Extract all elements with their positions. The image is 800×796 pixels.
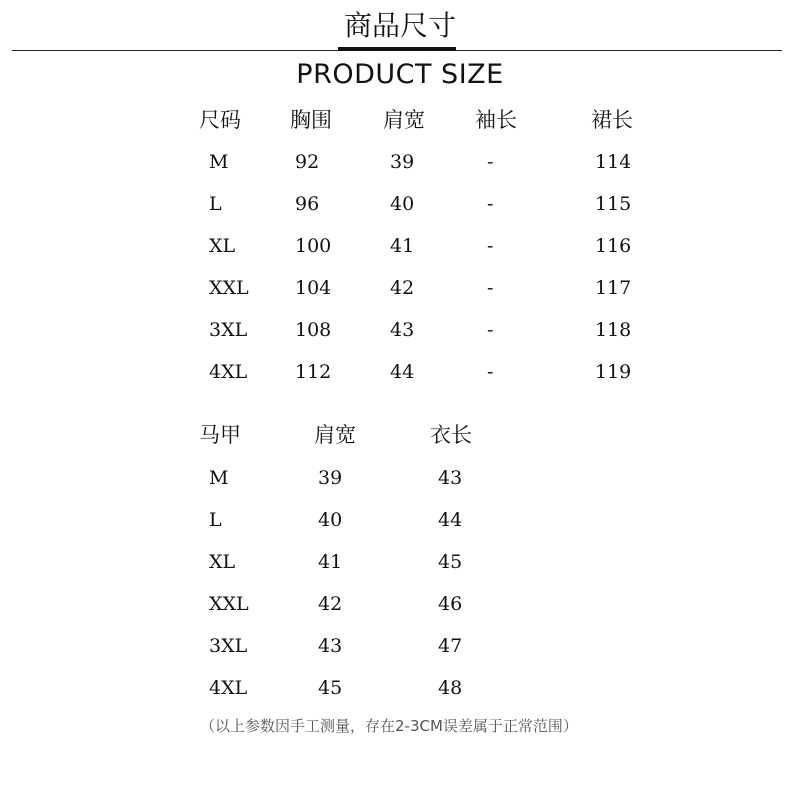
table-cell: 42	[318, 593, 343, 615]
table-cell: L	[209, 193, 222, 215]
table-cell: 41	[318, 551, 343, 573]
table-cell: 47	[438, 635, 463, 657]
table-cell: 115	[595, 193, 632, 215]
table-cell: -	[487, 361, 494, 383]
table-cell: 39	[390, 151, 415, 173]
table-cell: 44	[390, 361, 415, 383]
table-cell: 119	[595, 361, 632, 383]
table-cell: 46	[438, 593, 463, 615]
table-cell: 45	[318, 677, 343, 699]
table-cell: -	[487, 277, 494, 299]
table-cell: 92	[295, 151, 320, 173]
table-cell: 41	[390, 235, 415, 257]
table-cell: 4XL	[209, 361, 248, 383]
table-cell: 104	[295, 277, 332, 299]
table-cell: 43	[318, 635, 343, 657]
column-header: 胸围	[290, 108, 332, 132]
column-header: 尺码	[199, 108, 241, 132]
table-cell: 96	[295, 193, 320, 215]
table-cell: 3XL	[209, 319, 248, 341]
column-header: 马甲	[199, 423, 241, 447]
table-cell: 108	[295, 319, 332, 341]
table-cell: -	[487, 235, 494, 257]
table-cell: 39	[318, 467, 343, 489]
table-cell: 40	[318, 509, 343, 531]
page-title-en: PRODUCT SIZE	[296, 59, 504, 90]
table-cell: 117	[595, 277, 632, 299]
column-header: 肩宽	[314, 423, 356, 447]
column-header: 肩宽	[383, 108, 425, 132]
title-underline-accent	[338, 47, 456, 51]
table-cell: 118	[595, 319, 632, 341]
table-cell: -	[487, 319, 494, 341]
table-cell: 44	[438, 509, 463, 531]
table-cell: 112	[295, 361, 332, 383]
table-cell: XL	[209, 235, 236, 257]
table-cell: M	[209, 467, 229, 489]
column-header: 袖长	[475, 108, 517, 132]
table-cell: 3XL	[209, 635, 248, 657]
table-cell: 48	[438, 677, 463, 699]
table-cell: 43	[390, 319, 415, 341]
table-cell: 114	[595, 151, 632, 173]
table-cell: 45	[438, 551, 463, 573]
table-cell: -	[487, 151, 494, 173]
page-title-cn: 商品尺寸	[343, 9, 456, 42]
table-cell: XXL	[209, 277, 249, 299]
table-cell: 100	[295, 235, 332, 257]
table-cell: 43	[438, 467, 463, 489]
table-cell: XL	[209, 551, 236, 573]
table-cell: 4XL	[209, 677, 248, 699]
table-cell: -	[487, 193, 494, 215]
column-header: 衣长	[430, 423, 472, 447]
table-cell: L	[209, 509, 222, 531]
measurement-note: （以上参数因手工测量，存在2-3CM误差属于正常范围）	[200, 717, 578, 735]
table-cell: M	[209, 151, 229, 173]
table-cell: 40	[390, 193, 415, 215]
table-cell: XXL	[209, 593, 249, 615]
table-cell: 42	[390, 277, 415, 299]
column-header: 裙长	[591, 108, 633, 132]
table-cell: 116	[595, 235, 632, 257]
